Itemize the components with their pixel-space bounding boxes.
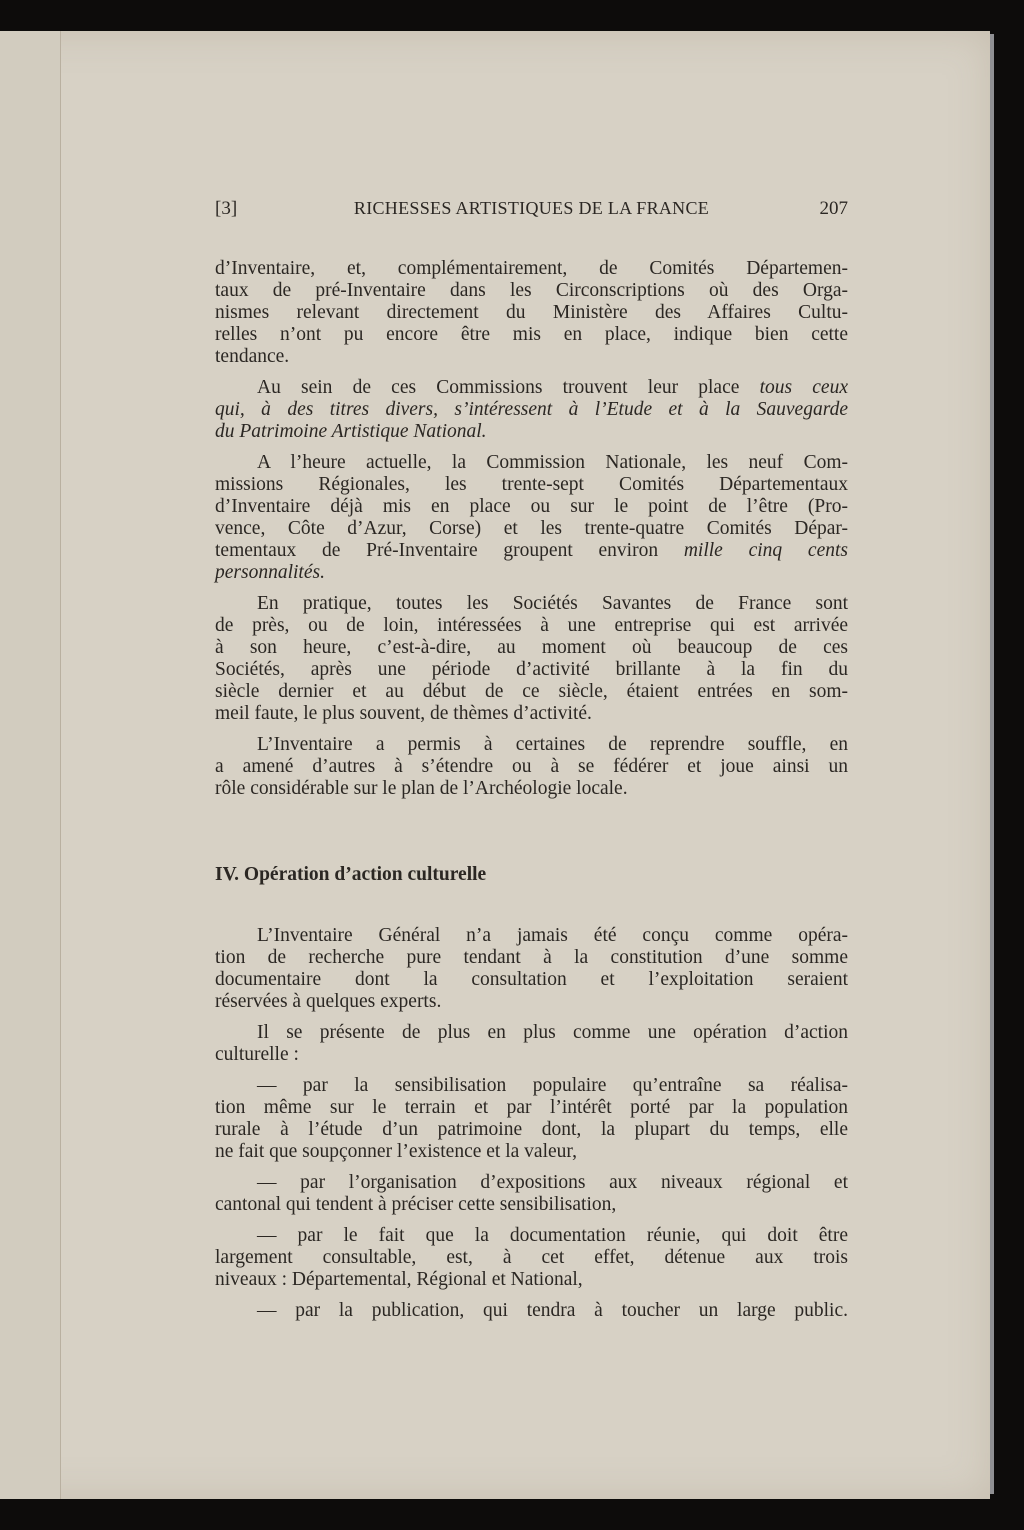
text-line: nismes relevant directement du Ministère des Affaires Cultu- bbox=[215, 302, 848, 323]
paragraph bbox=[215, 1300, 848, 1322]
text-line: — par la sensibilisation populaire qu’entraîne sa réalisa- bbox=[257, 1075, 848, 1096]
text-line: En pratique, toutes les Sociétés Savantes de France sont bbox=[257, 593, 848, 614]
page-edge bbox=[990, 34, 994, 1494]
text-line: relles n’ont pu encore être mis en place, indique bien cette bbox=[215, 324, 848, 345]
text-line: L’Inventaire a permis à certaines de reprendre souffle, en bbox=[257, 734, 848, 755]
italic-text: qui, à des titres divers, s’intéressent à l’Etude et à la Sauvegarde bbox=[215, 399, 848, 420]
text-line: à son heure, c’est-à-dire, au moment où beaucoup de ces bbox=[215, 637, 848, 658]
text-line: A l’heure actuelle, la Commission Nationale, les neuf Com- bbox=[257, 452, 848, 473]
paragraph bbox=[215, 1075, 848, 1163]
text-line bbox=[215, 377, 848, 399]
page-number: 207 bbox=[819, 198, 848, 219]
text-line: tendance. bbox=[215, 346, 290, 367]
body-text bbox=[215, 258, 848, 1322]
paragraph bbox=[215, 1225, 848, 1291]
text-line: — par l’organisation d’expositions aux niveaux régional et bbox=[257, 1172, 848, 1193]
text-line bbox=[215, 562, 848, 584]
italic-text: personnalités. bbox=[215, 562, 325, 583]
running-head bbox=[215, 198, 848, 224]
text-segment: tementaux de Pré-Inventaire groupent environ bbox=[215, 540, 684, 561]
paragraph bbox=[215, 925, 848, 1013]
text-line: — par le fait que la documentation réunie, qui doit être bbox=[257, 1225, 848, 1246]
text-line: L’Inventaire Général n’a jamais été conçu comme opéra- bbox=[257, 925, 848, 946]
paragraph bbox=[215, 1022, 848, 1066]
text-line bbox=[215, 540, 848, 562]
text-line: a amené d’autres à s’étendre ou à se fédérer et joue ainsi un bbox=[215, 756, 848, 777]
text-line: vence, Côte d’Azur, Corse) et les trente-quatre Comités Dépar- bbox=[215, 518, 848, 539]
italic-text: du Patrimoine Artistique National. bbox=[215, 421, 487, 442]
text-line: tion de recherche pure tendant à la constitution d’une somme bbox=[215, 947, 848, 968]
text-line: siècle dernier et au début de ce siècle, étaient entrées en som- bbox=[215, 681, 848, 702]
paragraph bbox=[215, 1172, 848, 1216]
text-line: missions Régionales, les trente-sept Comités Départementaux bbox=[215, 474, 848, 495]
section-number: [3] bbox=[215, 198, 238, 219]
text-segment: Au sein de ces Commissions trouvent leur place bbox=[257, 377, 760, 398]
paragraph bbox=[215, 734, 848, 800]
text-line bbox=[215, 399, 848, 421]
text-line: Sociétés, après une période d’activité brillante à la fin du bbox=[215, 659, 848, 680]
text-line: réservées à quelques experts. bbox=[215, 991, 442, 1012]
text-line: meil faute, le plus souvent, de thèmes d’activité. bbox=[215, 703, 592, 724]
text-line: ne fait que soupçonner l’existence et la valeur, bbox=[215, 1141, 577, 1162]
text-line: niveaux : Départemental, Régional et National, bbox=[215, 1269, 583, 1290]
text-line: culturelle : bbox=[215, 1044, 299, 1065]
section-heading: IV. Opération d’action culturelle bbox=[215, 864, 487, 885]
text-line: rôle considérable sur le plan de l’Archéologie locale. bbox=[215, 778, 628, 799]
paragraph bbox=[215, 258, 848, 368]
text-line: de près, ou de loin, intéressées à une entreprise qui est arrivée bbox=[215, 615, 848, 636]
text-line: — par la publication, qui tendra à toucher un large public. bbox=[257, 1300, 848, 1321]
text-line: taux de pré-Inventaire dans les Circonscriptions où des Orga- bbox=[215, 280, 848, 301]
text-line: d’Inventaire, et, complémentairement, de Comités Départemen- bbox=[215, 258, 848, 279]
text-line: Il se présente de plus en plus comme une opération d’action bbox=[257, 1022, 848, 1043]
italic-text: tous ceux bbox=[759, 377, 848, 398]
text-line: rurale à l’étude d’un patrimoine dont, la plupart du temps, elle bbox=[215, 1119, 848, 1140]
text-line: tion même sur le terrain et par l’intérêt porté par la population bbox=[215, 1097, 848, 1118]
paragraph bbox=[215, 593, 848, 725]
text-line: cantonal qui tendent à préciser cette sensibilisation, bbox=[215, 1194, 617, 1215]
text-line: largement consultable, est, à cet effet, détenue aux trois bbox=[215, 1247, 848, 1268]
paragraph bbox=[215, 452, 848, 584]
paragraph bbox=[215, 377, 848, 443]
text-line: documentaire dont la consultation et l’exploitation seraient bbox=[215, 969, 848, 990]
text-line bbox=[215, 421, 848, 443]
facing-page-edge bbox=[0, 31, 61, 1499]
running-title: RICHESSES ARTISTIQUES DE LA FRANCE bbox=[353, 198, 710, 218]
text-line: d’Inventaire déjà mis en place ou sur le point de l’être (Pro- bbox=[215, 496, 848, 517]
italic-text: mille cinq cents bbox=[683, 540, 848, 561]
